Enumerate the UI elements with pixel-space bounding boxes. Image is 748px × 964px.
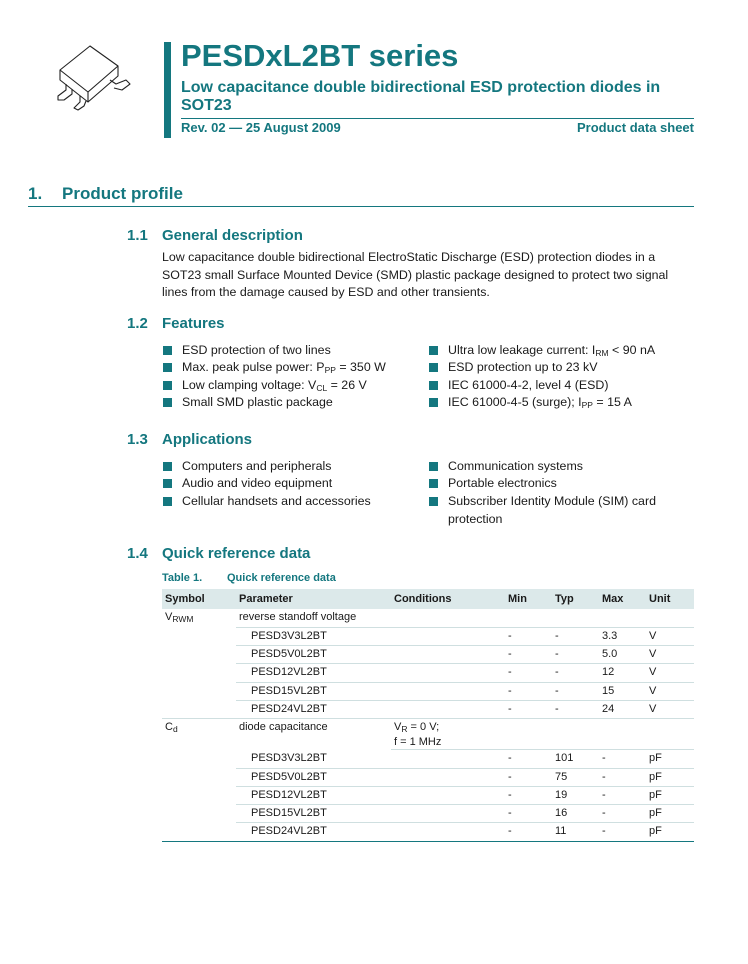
document-subtitle: Low capacitance double bidirectional ESD protection diodes in SOT23: [181, 79, 661, 114]
feature-item: Ultra low leakage current: $I_{RM} < 90$ nA: [428, 342, 694, 363]
table-row: [162, 719, 694, 750]
feature-item: ESD protection up to 23 kV: [428, 359, 694, 377]
cell-part: PESD5V0L2BT: [236, 646, 391, 664]
feature-item: ESD protection of two lines: [162, 342, 412, 360]
application-item: Subscriber Identity Module (SIM) card protection: [428, 493, 678, 528]
cell-max: 24: [599, 700, 646, 718]
subsection-title-general: General description: [162, 227, 303, 244]
cell-max: 5.0: [599, 646, 646, 664]
cell-min: -: [505, 682, 552, 700]
cell-max: -: [599, 750, 646, 768]
application-item: Computers and peripherals: [162, 458, 412, 476]
cell-min: -: [505, 823, 552, 841]
table-row: [162, 627, 694, 645]
cell-max: -: [599, 768, 646, 786]
sot23-package-icon: [52, 40, 138, 112]
table-row: [162, 823, 694, 841]
table-row: [162, 786, 694, 804]
cell-part: PESD15VL2BT: [236, 805, 391, 823]
cell-symbol: $V_{RWM}$: [165, 611, 194, 624]
cell-typ: 101: [552, 750, 599, 768]
cell-max: 12: [599, 664, 646, 682]
table-row: [162, 609, 694, 627]
cell-typ: 16: [552, 805, 599, 823]
cell-part: PESD3V3L2BT: [236, 750, 391, 768]
cell-min: -: [505, 646, 552, 664]
section-title: Product profile: [62, 184, 183, 203]
cell-part: PESD5V0L2BT: [236, 768, 391, 786]
col-header: Max: [599, 589, 646, 609]
feature-item: IEC 61000-4-2, level 4 (ESD): [428, 377, 694, 395]
table-row: [162, 664, 694, 682]
col-header: Typ: [552, 589, 599, 609]
col-header: Conditions: [391, 589, 505, 609]
application-item: Cellular handsets and accessories: [162, 493, 412, 511]
cell-typ: -: [552, 700, 599, 718]
cell-min: -: [505, 700, 552, 718]
cell-part: PESD24VL2BT: [236, 823, 391, 841]
cell-unit: pF: [646, 768, 694, 786]
subsection-title-features: Features: [162, 315, 225, 332]
cell-part: PESD12VL2BT: [236, 664, 391, 682]
cell-unit: pF: [646, 786, 694, 804]
col-header: Parameter: [236, 589, 391, 609]
cell-max: -: [599, 805, 646, 823]
cell-max: -: [599, 823, 646, 841]
subsection-number: 1.3: [127, 431, 148, 448]
cell-parameter: reverse standoff voltage: [236, 609, 391, 627]
col-header: Min: [505, 589, 552, 609]
application-item: Communication systems: [428, 458, 694, 476]
cell-typ: -: [552, 682, 599, 700]
cell-typ: -: [552, 664, 599, 682]
cell-unit: V: [646, 646, 694, 664]
section-number: 1.: [28, 184, 43, 203]
table-caption-number: Table 1.: [162, 572, 203, 584]
subsection-number: 1.4: [127, 545, 148, 562]
table-row: [162, 646, 694, 664]
table-row: [162, 682, 694, 700]
cell-unit: pF: [646, 750, 694, 768]
cell-max: 3.3: [599, 627, 646, 645]
col-header: Unit: [646, 589, 694, 609]
cell-min: -: [505, 750, 552, 768]
table-row: [162, 750, 694, 768]
cell-min: -: [505, 627, 552, 645]
cell-unit: V: [646, 664, 694, 682]
feature-item: IEC 61000-4-5 (surge); $I_{PP} = 15$ A: [428, 394, 694, 415]
cell-min: -: [505, 664, 552, 682]
table-row: [162, 805, 694, 823]
cell-conditions: $V_R = 0$ V; f = 1 MHz: [391, 719, 505, 750]
table-header-row: [162, 589, 694, 609]
general-description: Low capacitance double bidirectional ElectroStatic Discharge (ESD) protection diodes in a SOT23 small Surface Mounted Device (SMD) plastic package designed to protect two signal lines from the damage caused by ESD and other transients.: [162, 250, 669, 299]
application-item: Audio and video equipment: [162, 475, 412, 493]
cell-unit: V: [646, 700, 694, 718]
cell-unit: V: [646, 627, 694, 645]
cell-parameter: diode capacitance: [239, 721, 328, 734]
cell-min: -: [505, 768, 552, 786]
doc-type-label: Product data sheet: [576, 120, 694, 135]
table-row: [162, 700, 694, 718]
feature-item: Small SMD plastic package: [162, 394, 412, 412]
revision-label: Rev. 02 — 25 August 2009: [181, 120, 341, 135]
subsection-number: 1.2: [127, 315, 148, 332]
cell-typ: -: [552, 627, 599, 645]
cell-symbol: $C_d$: [165, 721, 178, 735]
application-item: Portable electronics: [428, 475, 694, 493]
cell-unit: pF: [646, 805, 694, 823]
header-rule: [181, 118, 694, 119]
cell-typ: 11: [552, 823, 599, 841]
section-rule: [28, 206, 694, 207]
header-accent-bar: [164, 42, 171, 138]
cell-part: PESD3V3L2BT: [236, 627, 391, 645]
subsection-number: 1.1: [127, 227, 148, 244]
cell-min: -: [505, 786, 552, 804]
col-header: Symbol: [162, 589, 236, 609]
feature-item: Low clamping voltage: $V_{CL} = 26$ V: [162, 377, 412, 398]
cell-unit: V: [646, 682, 694, 700]
cell-part: PESD15VL2BT: [236, 682, 391, 700]
table-row: [162, 768, 694, 786]
cell-part: PESD12VL2BT: [236, 786, 391, 804]
cell-typ: 75: [552, 768, 599, 786]
cell-typ: 19: [552, 786, 599, 804]
cell-part: PESD24VL2BT: [236, 700, 391, 718]
feature-item: Max. peak pulse power: $P_{PP} = 350$ W: [162, 359, 412, 380]
subsection-title-quickref: Quick reference data: [162, 545, 311, 562]
cell-max: 15: [599, 682, 646, 700]
table-caption-title: Quick reference data: [227, 572, 336, 584]
cell-typ: -: [552, 646, 599, 664]
cell-min: -: [505, 805, 552, 823]
cell-max: -: [599, 786, 646, 804]
quick-reference-table: [162, 589, 694, 842]
cell-unit: pF: [646, 823, 694, 841]
document-title: PESDxL2BT series: [181, 38, 459, 73]
subsection-title-applications: Applications: [162, 431, 253, 448]
